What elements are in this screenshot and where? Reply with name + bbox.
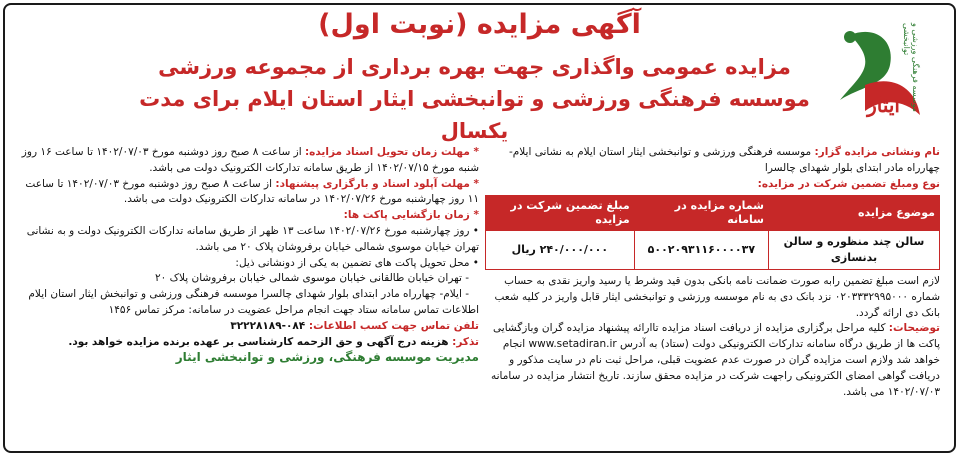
upload-label: * مهلت آپلود اسناد و بارگزاری پیشنهاد:: [275, 177, 479, 190]
note-label: تذکر:: [452, 335, 479, 348]
notes-label: توضیحات:: [888, 322, 940, 335]
note-text: هزینه درج آگهی و حق الزحمه کارشناسی بر عهده برنده مزایده خواهد بود.: [68, 335, 453, 348]
deadline-paragraph: [17, 145, 479, 177]
phone-paragraph: [17, 319, 479, 335]
table-header-number: شماره مزایده در سامانه: [634, 196, 768, 231]
ad-frame: [3, 3, 956, 453]
logo-word: ایثار: [867, 93, 900, 117]
deadline-label: * مهلت زمان تحویل اسناد مزایده:: [304, 146, 479, 158]
upload-text: از ساعت ۸ صبح روز دوشنبه مورخ ۱۴۰۲/۰۷/۰۳ تا ساعت ۱۱ روز چهارشنبه مورخ ۱۴۰۲/۰۷/۲۶ در سامانه تدارکات الکترونیک دولت می باشد.: [25, 177, 479, 206]
auction-table: [485, 195, 940, 270]
table-header-subject: موضوع مزایده: [768, 196, 939, 231]
delivery-text: • محل تحویل پاکت های تضمین به یکی از دونشانی ذیل:: [235, 256, 479, 269]
ad-title: آگهی مزایده (نوبت اول): [318, 9, 641, 40]
organizer-paragraph: [485, 145, 940, 177]
phone-label: تلفن تماس جهت کسب اطلاعات:: [308, 319, 479, 332]
cell-number: ۵۰۰۲۰۹۳۱۱۶۰۰۰۰۳۷: [634, 231, 768, 270]
table-row: [486, 231, 940, 270]
organizer-text: موسسه فرهنگی ورزشی و توانبخشی ایثار استان ایلام به نشانی ایلام- چهارراه مادر ابتدای بلوار شهدای چالسرا: [508, 146, 940, 174]
phone-value: ۰۸۴-۳۲۲۲۸۱۸۹: [230, 319, 309, 332]
cell-guarantee: ۲۴۰/۰۰۰/۰۰۰ ریال: [486, 231, 635, 270]
note-paragraph: [17, 335, 479, 351]
notes-text: کلیه مراحل برگزاری مزایده از دریافت اسناد مزایده تاارائه پیشنهاد مزایده گران وبازگشایی پاکت ها از طریق درگاه سامانه تدارکات الکترونیکی دولت (ستاد) به آدرس www.setadiran.ir انجام خواهد شد ولازم است مزایده گران در صورت عدم عضویت قبلی، مراحل ثبت نام در سایت مذکور و دریافت گواهی امضای الکترونیکی راجهت شرکت در مزایده محقق سازند. تاریخ انتشار مزایده در سامانه ۱۴۰۲/۰۷/۰۳ می باشد.: [491, 322, 940, 398]
upload-paragraph: [17, 177, 479, 209]
cell-subject: سالن چند منظوره و سالن بدنسازی: [768, 231, 939, 270]
table-header-guarantee: مبلغ تضمین شرکت در مزایده: [486, 196, 635, 231]
address-ilam: - ایلام- چهارراه مادر ابتدای بلوار شهدای چالسرا موسسه فرهنگی ورزشی و توانبخش ایثار استان ایلام: [28, 288, 469, 301]
notes-paragraph: [485, 321, 940, 400]
signature: مدیریت موسسه فرهنگی، ورزشی و توانبخشی ایثار: [175, 350, 479, 365]
address-tehran: - تهران خیابان طالقانی خیابان موسوی شمالی خیابان برفروشان پلاک ۲۰: [154, 272, 469, 285]
isar-logo: [820, 15, 940, 133]
deadline-text: از ساعت ۸ صبح روز دوشنبه مورخ ۱۴۰۲/۰۷/۰۳ تا ساعت ۱۶ روز شنبه مورخ ۱۴۰۲/۰۷/۱۵ از طریق سامانه تدارکات الکترونیک دولت می باشد.: [21, 146, 479, 174]
ad-subtitle: مزایده عمومی واگذاری جهت بهره برداری از مجموعه ورزشی موسسه فرهنگی ورزشی و توانبخشی ایثار استان ایلام برای مدت یکسال: [139, 55, 810, 143]
logo-subtext: موسسه فرهنگی ورزشی و توانبخشی: [902, 23, 920, 112]
guarantee-paragraph: لازم است مبلغ تضمین رابه صورت ضمانت نامه بانکی بدون قید وشرط یا رسید واریز نقدی به حساب شماره ۰۲۰۳۳۳۲۹۹۵۰۰۰ نزد بانک دی به نام موسسه ورزشی و توانبخشی ایثار قابل واریز در کلیه شعب بانک دی ارائه گردد.: [494, 274, 940, 319]
left-column: [17, 145, 479, 366]
opening-label: * زمان بازگشایی پاکت ها:: [343, 209, 479, 222]
right-column: [485, 145, 940, 400]
contact-text: اطلاعات تماس سامانه ستاد جهت انجام مراحل عضویت در سامانه: مرکز تماس ۱۴۵۶: [108, 303, 479, 316]
organizer-label: نام ونشانی مزایده گزار:: [814, 146, 940, 158]
opening-text: • روز چهارشنبه مورخ ۱۴۰۲/۰۷/۲۶ ساعت ۱۳ ظهر از طریق سامانه تدارکات الکترونیک دولت و به نشانی تهران خیابان موسوی شمالی خیابان برفروشان پلاک ۲۰ می باشد.: [26, 224, 479, 253]
guarantee-type-label: نوع ومبلغ تضمین شرکت در مزایده:: [757, 177, 940, 190]
